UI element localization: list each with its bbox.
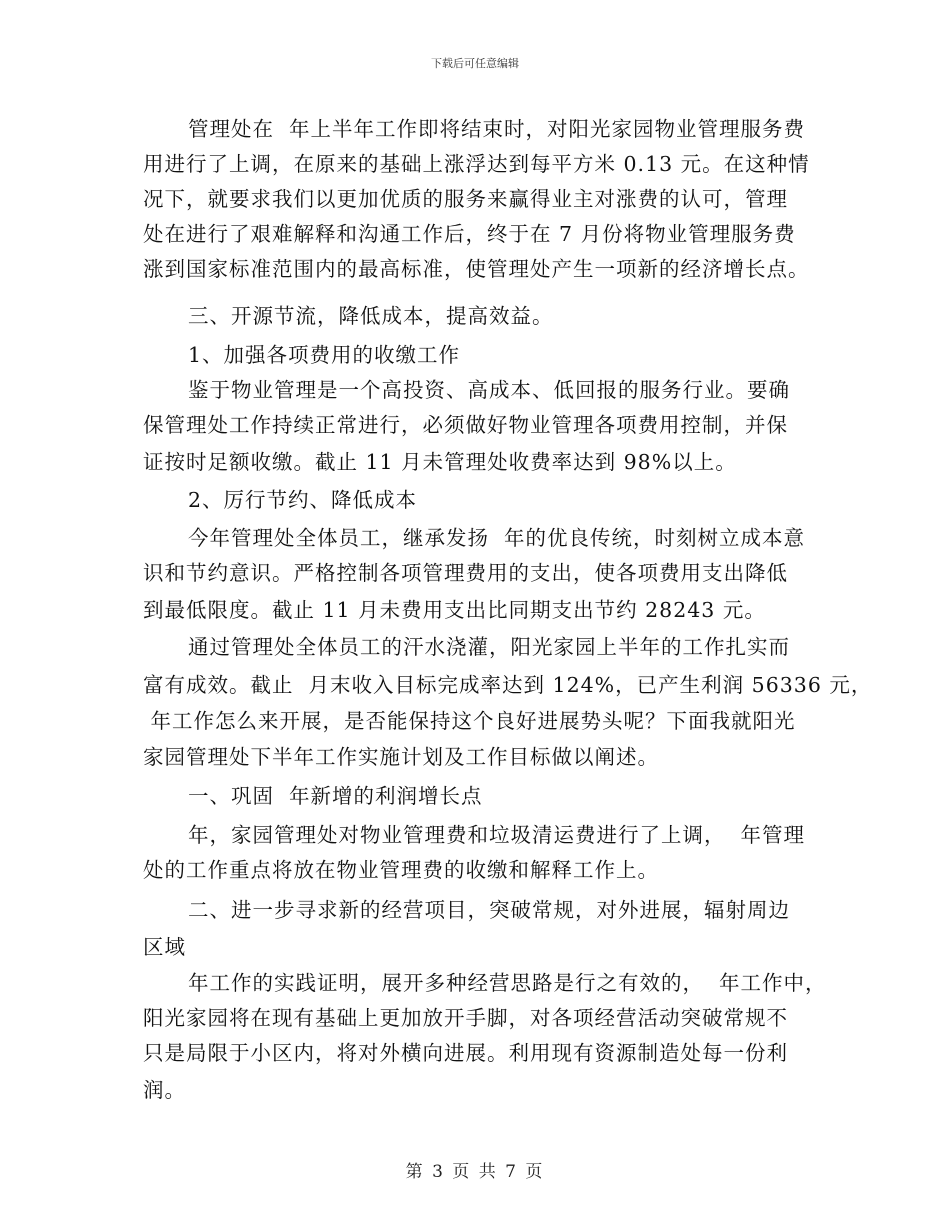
- body-line: 到最低限度。截止 11 月未费用支出比同期支出节约 28243 元。: [143, 598, 766, 622]
- section-heading: 一、巩固 年新增的利润增长点: [188, 784, 483, 808]
- body-line: 今年管理处全体员工，继承发扬 年的优良传统，时刻树立成本意: [188, 526, 806, 550]
- body-line: 年工作怎么来开展，是否能保持这个良好进展势头呢？下面我就阳光: [143, 709, 796, 733]
- page-header-note: 下载后可任意编辑: [431, 57, 519, 70]
- body-line: 况下，就要求我们以更加优质的服务来赢得业主对涨费的认可，管理: [143, 187, 788, 211]
- body-line: 识和节约意识。严格控制各项管理费用的支出，使各项费用支出降低: [143, 561, 788, 585]
- page-number: 第 3 页 共 7 页: [405, 1162, 545, 1182]
- body-line: 鉴于物业管理是一个高投资、高成本、低回报的服务行业。要确: [188, 378, 790, 402]
- body-line: 阳光家园将在现有基础上更加放开手脚，对各项经营活动突破常规不: [143, 1006, 788, 1030]
- body-line: 年工作的实践证明，展开多种经营思路是行之有效的， 年工作中，: [188, 971, 827, 995]
- body-line: 用进行了上调，在原来的基础上涨浮达到每平方米 0.13 元。在这种情: [143, 152, 810, 176]
- body-line: 处的工作重点将放在物业管理费的收缴和解释工作上。: [143, 858, 659, 882]
- body-line: 涨到国家标准范围内的最高标准，使管理处产生一项新的经济增长点。: [143, 257, 810, 281]
- section-heading-continued: 区域: [143, 935, 186, 959]
- body-line: 家园管理处下半年工作实施计划及工作目标做以阐述。: [143, 745, 659, 769]
- section-heading: 三、开源节流，降低成本，提高效益。: [188, 304, 554, 328]
- body-line: 年，家园管理处对物业管理费和垃圾清运费进行了上调， 年管理: [188, 823, 806, 847]
- body-line: 富有成效。截止 月末收入目标完成率达到 124%，已产生利润 56336 元，: [143, 673, 873, 697]
- subsection-heading: 2、厉行节约、降低成本: [188, 488, 418, 512]
- body-line: 管理处在 年上半年工作即将结束时，对阳光家园物业管理服务费: [188, 117, 806, 141]
- body-line: 润。: [143, 1078, 186, 1102]
- body-line: 保管理处工作持续正常进行，必须做好物业管理各项费用控制，并保: [143, 413, 788, 437]
- section-heading: 二、进一步寻求新的经营项目，突破常规，对外进展，辐射周边: [188, 898, 790, 922]
- subsection-heading: 1、加强各项费用的收缴工作: [188, 343, 461, 367]
- body-line: 处在进行了艰难解释和沟通工作后，终于在 7 月份将物业管理服务费: [143, 222, 796, 246]
- body-line: 证按时足额收缴。截止 11 月未管理处收费率达到 98%以上。: [143, 450, 737, 474]
- body-line: 通过管理处全体员工的汗水浇灌，阳光家园上半年的工作扎实而: [188, 635, 790, 659]
- body-line: 只是局限于小区内，将对外横向进展。利用现有资源制造处每一份利: [143, 1041, 788, 1065]
